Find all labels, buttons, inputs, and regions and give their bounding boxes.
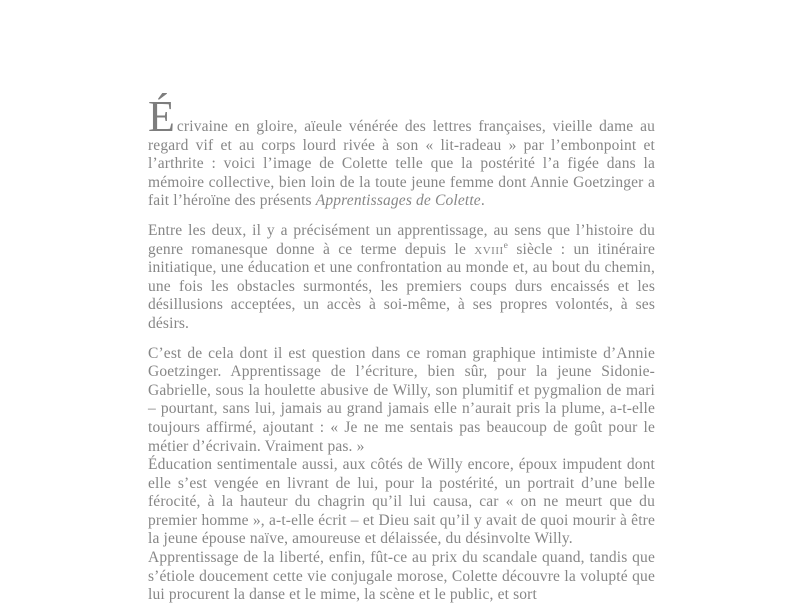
text-segment: Apprentissage de la liberté, enfin, fût-ce au prix du scandale quand, tandis que s’étiole doucement cette vie conjugale morose, Colette découvre la volupté que lui procurent la danse et le mime, la scène et le public, et sort [148, 549, 655, 604]
text-segment: C’est de cela dont il est question dans ce roman graphique intimiste d’Annie Goetzinger. Apprentissage de l’écriture, bien sûr, pour la jeune Sidonie-Gabrielle, sous la houlette abusive de Willy, son plumitif et pygmalion de mari – pourtant, sans lui, jamais au grand jamais elle n’aurait pris la plume, a-t-elle toujours affirmé, ajoutant : « Je ne me sentais pas beaucoup de goût pour le métier d’écrivain. Vraiment pas. » [148, 344, 655, 455]
paragraph [148, 456, 655, 549]
body-text [148, 92, 655, 605]
drop-cap-initial: É [148, 92, 175, 141]
paragraph [148, 222, 655, 334]
text-segment: xviii [474, 240, 504, 258]
paragraph [148, 92, 655, 211]
text-segment: e [503, 239, 509, 251]
text-segment: crivaine en gloire, aïeule vénérée des lettres françaises, vieille dame au regard vif et au corps lourd rivée à son « lit-radeau » par l’embonpoint et l’arthrite : voici l’image de Colette telle que la postérité l’a figée dans la mémoire collective, bien loin de la toute jeune femme dont Annie Goetzinger a fait l’héroïne des présents [148, 118, 655, 210]
text-segment: Entre les deux, il y a précisément un apprentissage, au sens que l’histoire du genre romanesque donne à ce terme depuis le [148, 221, 655, 258]
text-segment: Apprentissages de Colette [315, 192, 481, 210]
text-segment: Éducation sentimentale aussi, aux côtés de Willy encore, époux impudent dont elle s’est vengée en livrant de lui, pour la postérité, un portrait d’une belle férocité, à la hauteur du chagrin qu’il lui causa, car « on ne meurt que du premier homme », a-t-elle écrit – et Dieu sait qu’il y avait de quoi mourir à être la jeune épouse naïve, amoureuse et délaissée, du désinvolte Willy. [148, 456, 655, 548]
paragraph [148, 345, 655, 457]
paragraph [148, 549, 655, 605]
text-segment: . [480, 192, 485, 210]
text-segment: siècle : un itinéraire initiatique, une éducation et une confrontation au monde et, au bout du chemin, une fois les obstacles surmontés, les premiers coups durs encaissés et les désillusions acceptées, un accès à soi-même, à ses propres volontés, à ses désirs. [148, 240, 655, 332]
